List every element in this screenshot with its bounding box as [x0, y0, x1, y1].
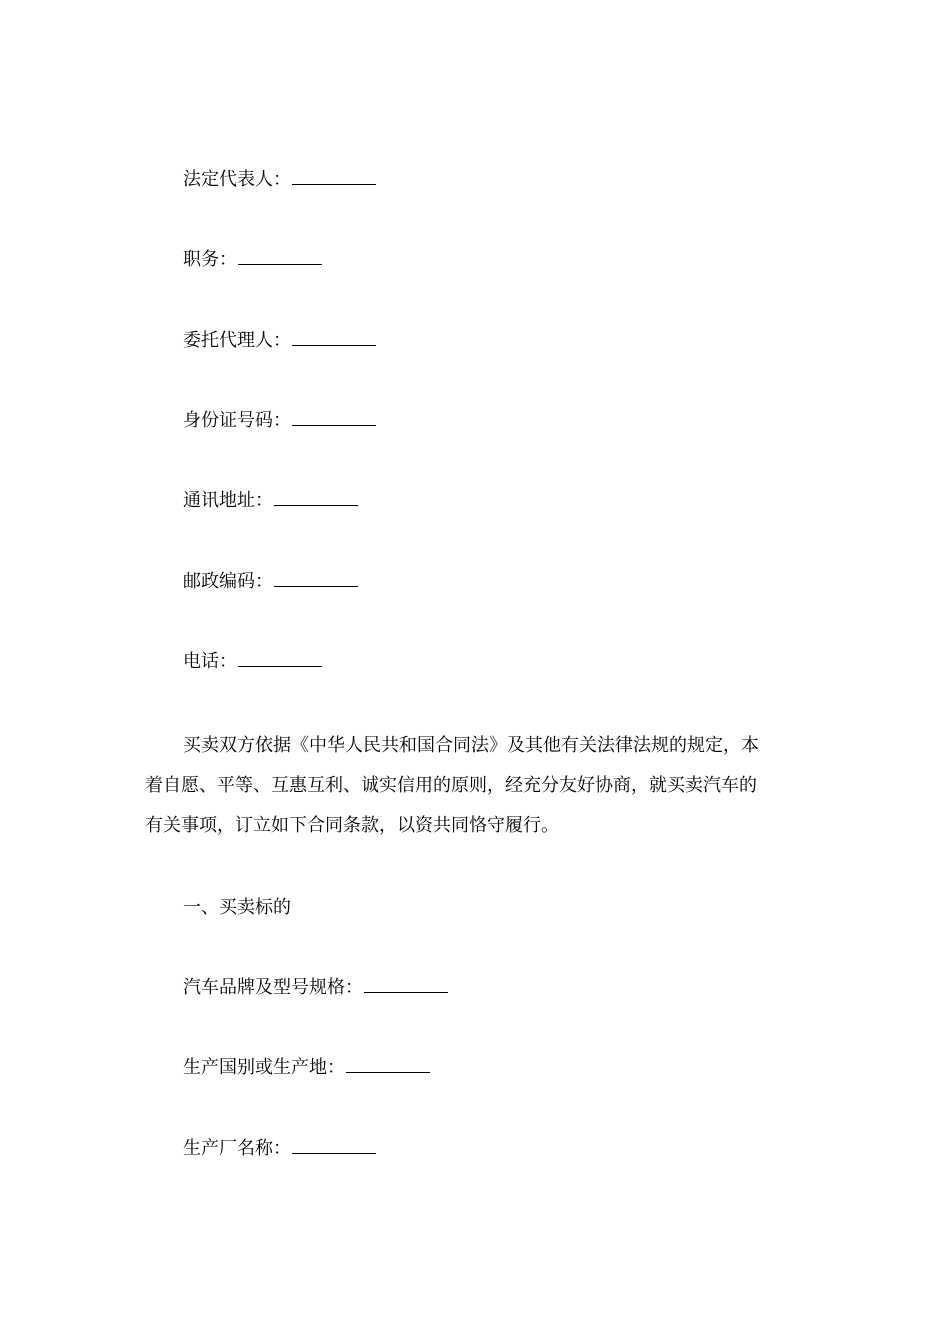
section-title: 一、买卖标的 — [183, 897, 291, 918]
field-label: 生产厂名称： — [183, 1138, 291, 1159]
fill-in-blank — [292, 409, 376, 426]
field-label: 身份证号码： — [183, 410, 291, 431]
fill-in-blank — [238, 650, 322, 667]
fill-in-blank — [346, 1056, 430, 1073]
preamble-text: 买卖双方依据《中华人民共和国合同法》及其他有关法律法规的规定，本 — [183, 735, 759, 756]
field-label: 生产国别或生产地： — [183, 1057, 345, 1078]
field-label: 通讯地址： — [183, 490, 273, 511]
preamble-line-3 — [145, 814, 559, 838]
field-position — [183, 248, 322, 272]
fill-in-blank — [364, 976, 448, 993]
section-heading — [183, 896, 291, 920]
field-authorized-agent — [183, 329, 376, 353]
fill-in-blank — [292, 1137, 376, 1154]
preamble-line-1 — [183, 734, 759, 758]
field-label: 邮政编码： — [183, 571, 273, 592]
field-label: 委托代理人： — [183, 330, 291, 351]
fill-in-blank — [292, 329, 376, 346]
field-label: 法定代表人： — [183, 169, 291, 190]
fill-in-blank — [274, 489, 358, 506]
field-postal-code — [183, 570, 358, 594]
field-manufacturer — [183, 1137, 376, 1161]
field-legal-representative — [183, 168, 376, 192]
field-phone — [183, 650, 322, 674]
fill-in-blank — [274, 570, 358, 587]
field-id-number — [183, 409, 376, 433]
fill-in-blank — [292, 168, 376, 185]
preamble-text: 着自愿、平等、互惠互利、诚实信用的原则，经充分友好协商，就买卖汽车的 — [145, 775, 757, 796]
preamble-text: 有关事项，订立如下合同条款，以资共同恪守履行。 — [145, 815, 559, 836]
fill-in-blank — [238, 248, 322, 265]
preamble-line-2 — [145, 774, 757, 798]
field-address — [183, 489, 358, 513]
field-car-brand-model — [183, 976, 448, 1000]
field-label: 汽车品牌及型号规格： — [183, 977, 363, 998]
field-label: 电话： — [183, 651, 237, 672]
field-label: 职务： — [183, 249, 237, 270]
field-country-of-origin — [183, 1056, 430, 1080]
